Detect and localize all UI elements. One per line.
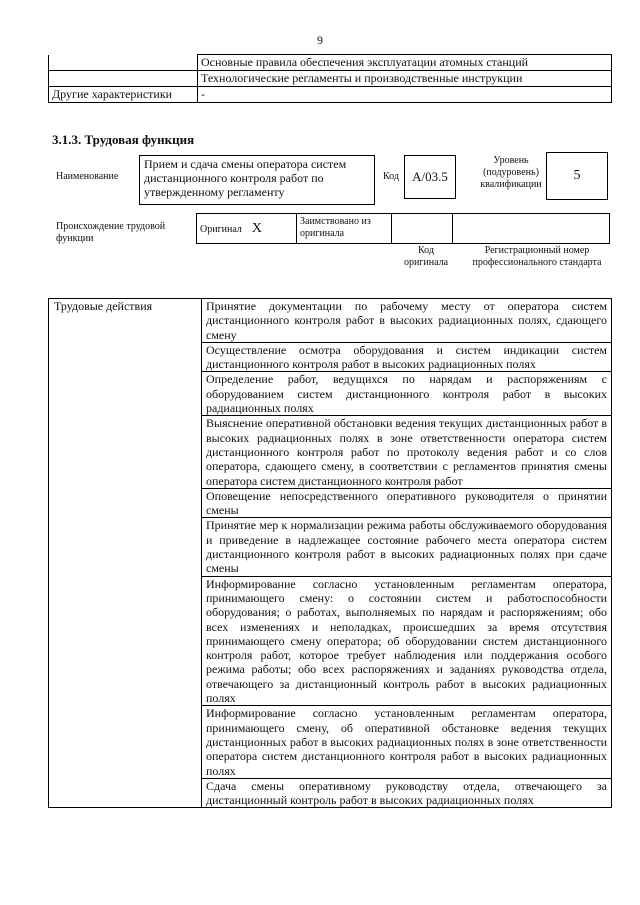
action-item: Оповещение непосредственного оперативного руководителя о принятии смены [202,488,612,518]
action-item: Определение работ, ведущихся по нарядам и распоряжениям с оборудованием систем дистанционного контроля работ в высоких радиационных полях [202,372,612,416]
borrowed-label: Заимствовано из оригинала [297,214,392,244]
table-row [49,55,612,71]
action-item: Сдача смены оперативному руководству отдела, отвечающего за дистанционный контроль работ в высоких радиационных полях [202,778,612,808]
labor-actions-table [48,298,612,808]
original-code-cell [392,214,453,244]
table-row [197,214,610,244]
registration-number-caption: Регистрационный номер профессионального стандарта [472,245,602,268]
actions-header: Трудовые действия [49,299,202,808]
qualification-level-box: 5 [546,152,608,200]
table-cell: - [198,87,612,103]
original-code-caption: Код оригинала [403,245,449,268]
table-row [49,299,612,343]
function-code-box: A/03.5 [404,155,456,199]
original-cell [197,214,297,244]
page-number: 9 [317,33,323,47]
action-item: Информирование согласно установленным регламентам оператора, принимающего смену: о состоянии систем и работоспособности оборудования; о работах, выполняемых по нарядам и распоряжениям; обо всех изменениях и неполадках, происшедших за время отсутствия принимающего смену оператора; об оборудовании систем дистанционного контроля работ, которое требует наблюдения или поддержания особого режима работы; обо всех распоряжениях и заданиях руководства отдела, отвечающего за дистанционный контроль работ в высоких радиационных полях [202,576,612,706]
action-item: Принятие документации по рабочему месту от оператора систем дистанционного контроля работ в высоких радиационных полях, сдающего смену [202,299,612,343]
action-item: Информирование согласно установленным регламентам оператора, принимающего смену, об оперативной обстановке ведения текущих дистанционных работ в высоких радиационных полях в зоне ответственности оператора систем дистанционного контроля работ в высоких радиационных полях [202,706,612,778]
code-label: Код [383,171,399,182]
original-label: Оригинал [200,223,242,235]
origin-label: Происхождение трудовой функции [56,221,166,244]
table-cell [49,71,198,87]
table-cell: Основные правила обеспечения эксплуатации атомных станций [198,55,612,71]
section-title: 3.1.3. Трудовая функция [52,132,195,147]
original-mark: X [251,220,263,236]
registration-number-cell [453,214,610,244]
table-cell: Технологические регламенты и производственные инструкции [198,71,612,87]
top-continuation-table [48,54,612,103]
origin-table [196,213,610,244]
table-cell: Другие характеристики [49,87,198,103]
name-label: Наименование [56,171,119,182]
function-name-box: Прием и сдача смены оператора систем дистанционного контроля работ по утвержденному регламенту [139,155,375,205]
action-item: Выяснение оперативной обстановки ведения текущих дистанционных работ в высоких радиационных полях в зоне ответственности оператора систем дистанционного контроля работ по протоколу ведения работ и со слов оператора, сдающего смену, в соответствии с регламентов принятия смены оператора систем дистанционного контроля работ [202,416,612,488]
action-item: Принятие мер к нормализации режима работы обслуживаемого оборудования и приведение в надлежащее состояние рабочего места оператора систем дистанционного контроля работ в высоких радиационных полях при сдаче смены [202,518,612,576]
table-row [49,71,612,87]
action-item: Осуществление осмотра оборудования и систем индикации систем дистанционного контроля работ в высоких радиационных полях [202,342,612,372]
level-label: Уровень (подуровень) квалификации [480,155,542,190]
table-row [49,87,612,103]
table-cell [49,55,198,71]
